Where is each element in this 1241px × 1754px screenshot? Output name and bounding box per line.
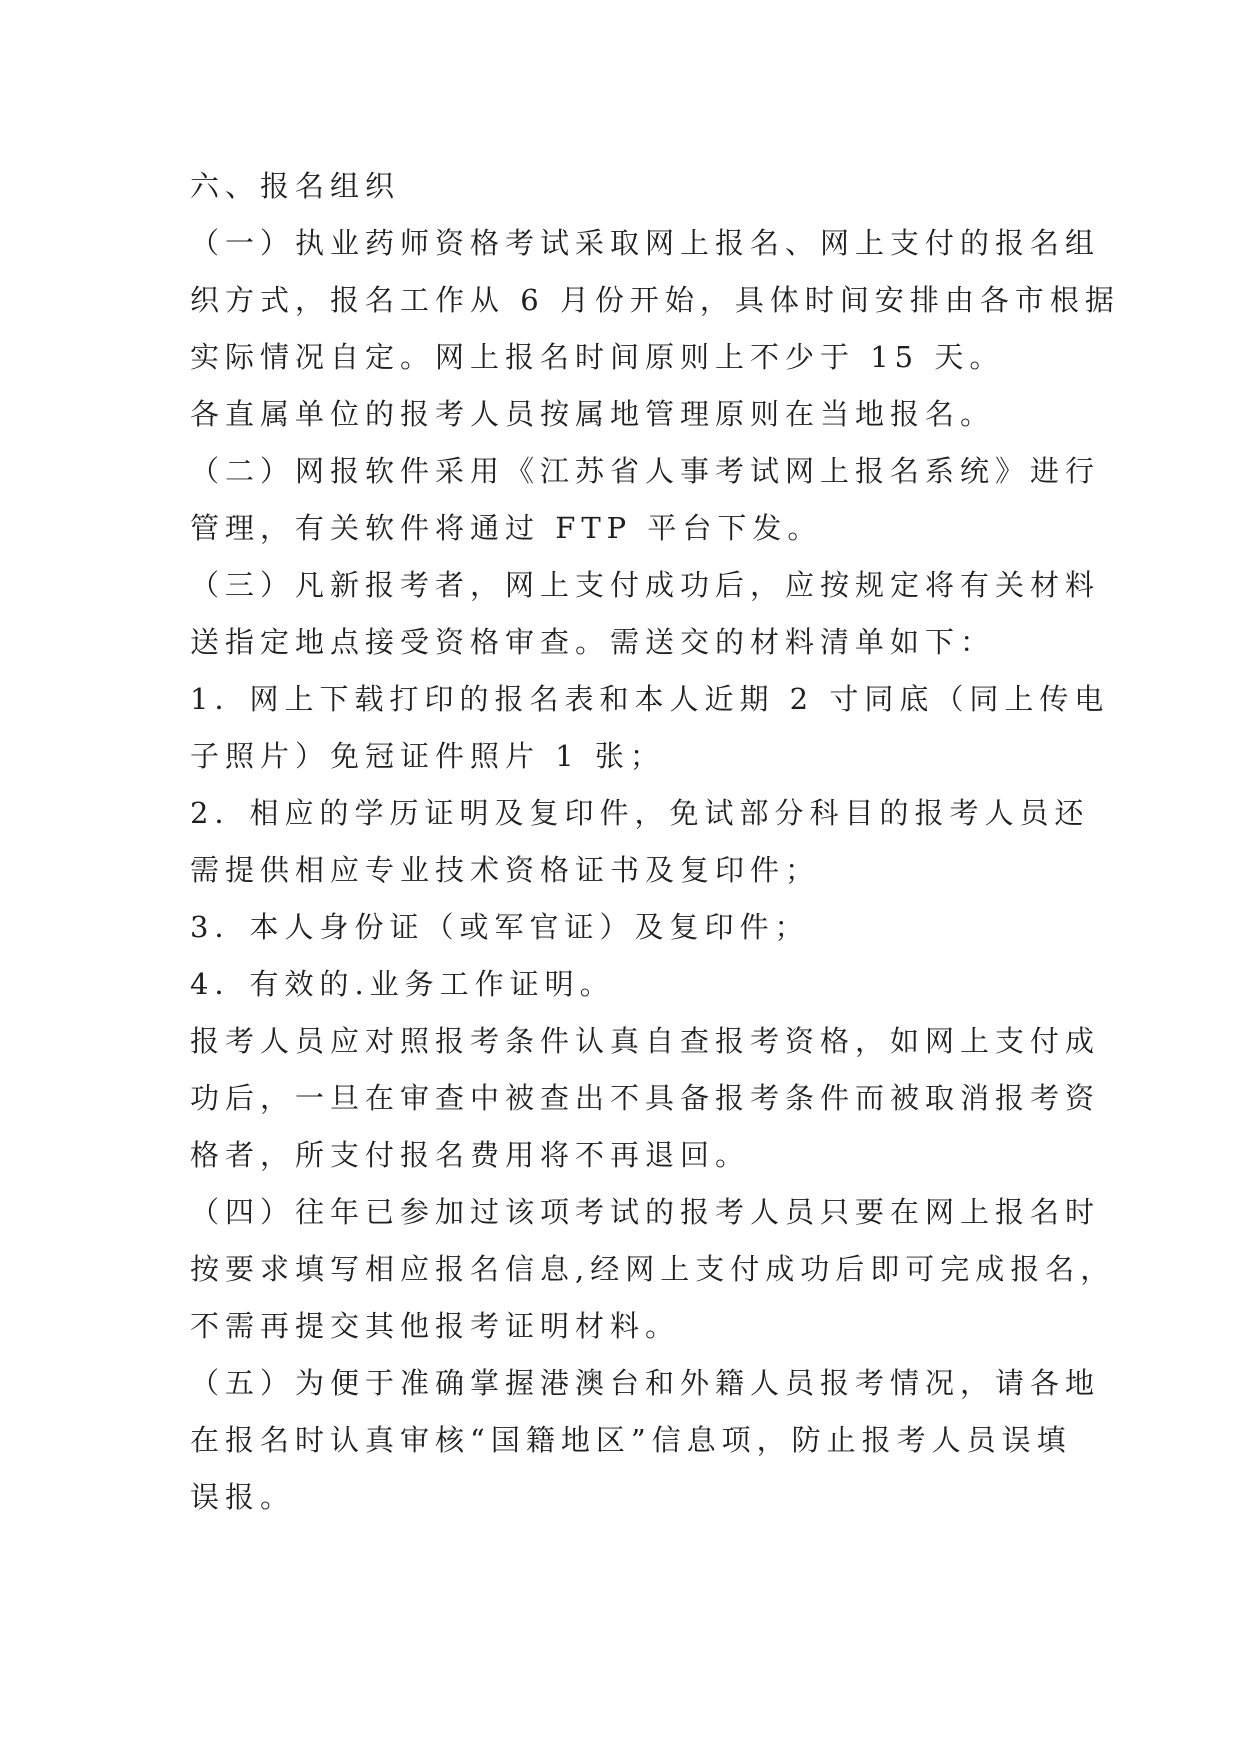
paragraph-line: 管理，有关软件将通过 FTP 平台下发。 [190,511,823,545]
list-item-line: 4．有效的.业务工作证明。 [190,967,615,1001]
paragraph-line: （四）往年已参加过该项考试的报考人员只要在网上报名时 [190,1195,1101,1229]
paragraph-line: （三）凡新报考者，网上支付成功后，应按规定将有关材料 [190,568,1101,602]
paragraph-line: 报考人员应对照报考条件认真自查报考资格，如网上支付成 [190,1024,1101,1058]
list-item-line: 1．网上下载打印的报名表和本人近期 2 寸同底（同上传电 [190,682,1110,716]
paragraph-line: 送指定地点接受资格审查。需送交的材料清单如下： [190,625,996,659]
list-item-line: 需提供相应专业技术资格证书及复印件； [190,853,821,887]
section-heading: 六、报名组织 [190,169,401,203]
paragraph-line: 不需再提交其他报考证明材料。 [190,1309,681,1343]
paragraph-line: 格者，所支付报名费用将不再退回。 [190,1138,751,1172]
paragraph-line: （二）网报软件采用《江苏省人事考试网上报名系统》进行 [190,454,1101,488]
paragraph-line: 各直属单位的报考人员按属地管理原则在当地报名。 [190,397,996,431]
document-body [190,158,1120,1526]
paragraph-line: 织方式，报名工作从 6 月份开始，具体时间安排由各市根据 [190,283,1120,317]
list-item-line: 3．本人身份证（或军官证）及复印件； [190,910,810,944]
paragraph-line: （五）为便于准确掌握港澳台和外籍人员报考情况，请各地 [190,1366,1101,1400]
paragraph-line: 按要求填写相应报名信息,经网上支付成功后即可完成报名， [190,1252,1116,1286]
list-item-line: 子照片）免冠证件照片 1 张； [190,739,665,773]
paragraph-line: 功后，一旦在审查中被查出不具备报考条件而被取消报考资 [190,1081,1101,1115]
paragraph-line: （一）执业药师资格考试采取网上报名、网上支付的报名组 [190,226,1101,260]
paragraph-line: 误报。 [190,1480,296,1514]
paragraph-line: 实际情况自定。网上报名时间原则上不少于 15 天。 [190,340,1005,374]
paragraph-line: 在报名时认真审核“国籍地区”信息项，防止报考人员误填 [190,1423,1072,1457]
list-item-line: 2．相应的学历证明及复印件，免试部分科目的报考人员还 [190,796,1090,830]
